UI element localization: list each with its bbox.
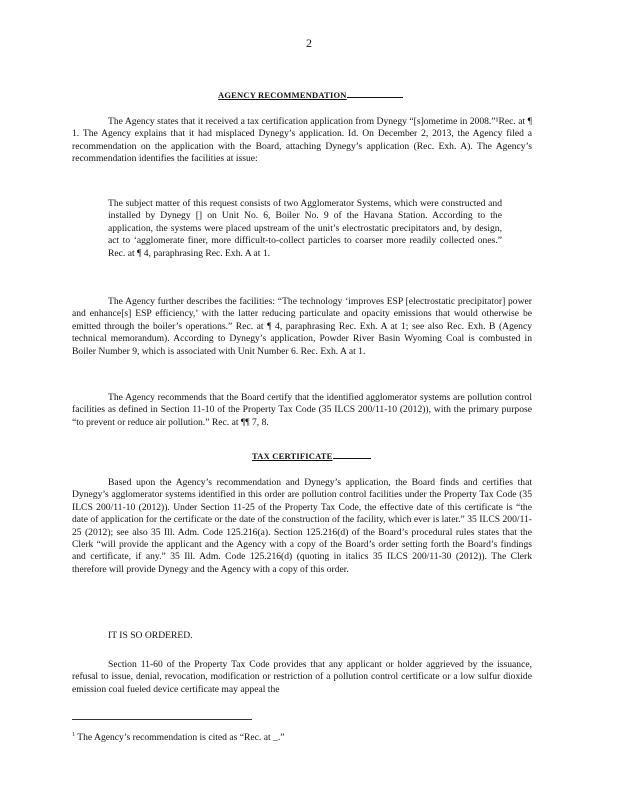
page-number: 2 (306, 36, 312, 50)
footnote (72, 732, 285, 743)
so-ordered: IT IS SO ORDERED. (108, 630, 193, 641)
paragraph-agency-recommends: The Agency recommends that the Board certify that the identified agglomerator systems are pollution control facilities as defined in Section 11-10 of the Property Tax Code (35 ILCS 200/11-10 (2012)), with the primary purpose “to prevent or reduce air pollution.” Rec. at ¶¶ 7, 8. (72, 392, 532, 428)
block-quote-subject-matter: The subject matter of this request consists of two Agglomerator Systems, which were constructed and installed by Dynegy [] on Unit No. 6, Boiler No. 9 of the Havana Station. According to the application, the systems were placed upstream of the unit’s electrostatic precipitators and, by design, act to ‘agglomerate finer, more difficult-to-collect particles to coarser more readily collected ones.” Rec. at ¶ 4, paraphrasing Rec. Exh. A at 1. (108, 198, 502, 259)
heading-agency-recommendation (218, 90, 403, 100)
heading-text: AGENCY RECOMMENDATION (218, 90, 347, 100)
footnote-separator (72, 719, 252, 720)
heading-underline (333, 458, 371, 459)
heading-underline (347, 97, 403, 98)
heading-text: TAX CERTIFICATE (252, 451, 333, 461)
paragraph-board-finds: Based upon the Agency’s recommendation and Dynegy’s application, the Board finds and certifies that Dynegy’s agglomerator systems identified in this order are pollution control facilities under the Property Tax Code (35 ILCS 200/11-10 (2012)). Under Section 11-25 of the Property Tax Code, the effective date of this certificate is “the date of application for the certificate or the date of the construction of the facility, which ever is later.” 35 ILCS 200/11-25 (2012); see also 35 Ill. Adm. Code 125.216(a). Section 125.216(d) of the Board’s procedural rules states that the Clerk “will provide the applicant and the Agency with a copy of the Board’s order setting forth the Board’s findings and certificate, if any.” 35 Ill. Adm. Code 125.216(d) (quoting in italics 35 ILCS 200/11-30 (2012)). The Clerk therefore will provide Dynegy and the Agency with a copy of this order. (72, 477, 532, 575)
heading-tax-certificate (252, 451, 371, 461)
paragraph-agency-describes: The Agency further describes the facilities: “The technology ‘improves ESP [electrostatic precipitator] power and enhance[s] ESP efficiency,’ with the latter reducing particulate and opacity emissions that would otherwise be emitted through the boiler’s operations.” Rec. at ¶ 4, paraphrasing Rec. Exh. A at 1; see also Rec. Exh. B (Agency technical memorandum). According to Dynegy’s application, Powder River Basin Wyoming Coal is combusted in Boiler Number 9, which is associated with Unit Number 6. Rec. Exh. A at 1. (72, 296, 532, 357)
paragraph-section-11-60: Section 11-60 of the Property Tax Code provides that any applicant or holder aggrieved by the issuance, refusal to issue, denial, revocation, modification or restriction of a pollution control certificate or a low sulfur dioxide emission coal fueled device certificate may appeal the (72, 659, 532, 695)
footnote-text: The Agency’s recommendation is cited as “Rec. at _.” (77, 732, 285, 744)
footnote-marker: 1 (72, 732, 75, 738)
paragraph-agency-received: The Agency states that it received a tax certification application from Dynegy “[s]ometime in 2008.”¹Rec. at ¶ 1. The Agency explains that it had misplaced Dynegy’s application. Id. On December 2, 2013, the Agency filed a recommendation on the application with the Board, attaching Dynegy’s application (Rec. Exh. A). The Agency’s recommendation identifies the facilities at issue: (72, 116, 532, 165)
